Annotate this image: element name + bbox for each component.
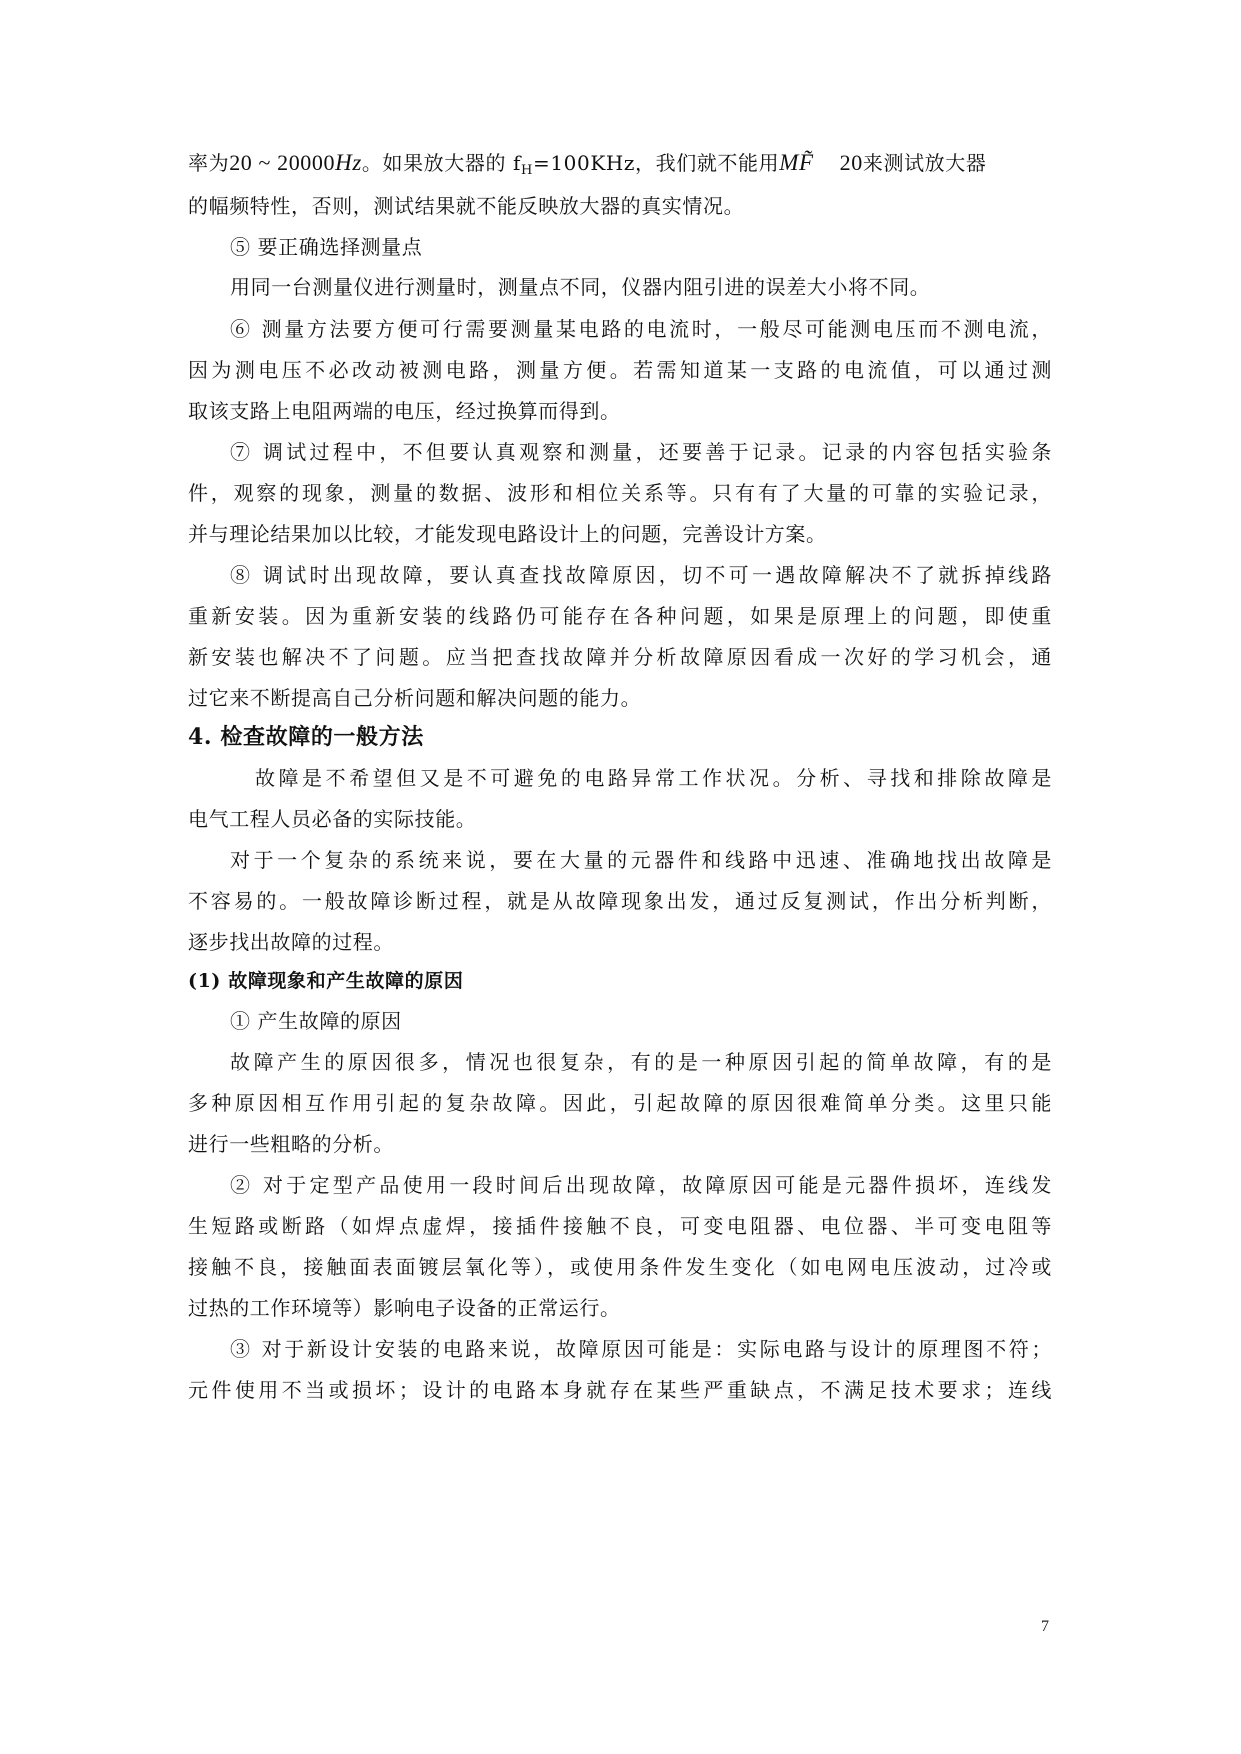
paragraph-line: 新安装也解决不了问题。应当把查找故障并分析故障原因看成一次好的学习机会，通	[188, 645, 1052, 669]
paragraph-line: 逐步找出故障的过程。	[188, 930, 394, 954]
math-number: 20000	[277, 150, 336, 175]
text-run: =100KHz，我们就不能用	[532, 151, 780, 175]
math-number: 20	[229, 150, 253, 175]
math-unit: Hz	[335, 150, 362, 175]
text-run: 率为	[188, 151, 230, 175]
paragraph-line: 电气工程人员必备的实际技能。	[188, 807, 477, 831]
paragraph-line: 的幅频特性，否则，测试结果就不能反映放大器的真实情况。	[188, 194, 745, 218]
paragraph-line	[188, 148, 1052, 178]
subscript: H	[521, 163, 533, 178]
list-item-heading: ⑥ 测量方法要方便可行需要测量某电路的电流时，一般尽可能测电压而不测电流，	[230, 317, 1052, 341]
paragraph-line: 接触不良，接触面表面镀层氧化等），或使用条件发生变化（如电网电压波动，过冷或	[188, 1255, 1052, 1279]
list-item-heading: ⑦ 调试过程中，不但要认真观察和测量，还要善于记录。记录的内容包括实验条	[230, 440, 1052, 464]
list-item-heading: ③ 对于新设计安装的电路来说，故障原因可能是：实际电路与设计的原理图不符；	[230, 1337, 1052, 1361]
text-run: 。如果放大器的 f	[361, 151, 522, 175]
text-run: 来测试放大器	[862, 151, 987, 175]
section-heading: 4. 检查故障的一般方法	[188, 724, 424, 750]
list-item-heading: ② 对于定型产品使用一段时间后出现故障，故障原因可能是元器件损坏，连线发	[230, 1173, 1052, 1197]
subsection-heading: (1) 故障现象和产生故障的原因	[188, 970, 464, 992]
paragraph-line: 生短路或断路（如焊点虚焊，接插件接触不良，可变电阻器、电位器、半可变电阻等	[188, 1214, 1052, 1238]
paragraph-line: 并与理论结果加以比较，才能发现电路设计上的问题，完善设计方案。	[188, 522, 827, 546]
list-item-heading: ⑧ 调试时出现故障，要认真查找故障原因，切不可一遇故障解决不了就拆掉线路	[230, 563, 1052, 587]
paragraph-line: 故障产生的原因很多，情况也很复杂，有的是一种原因引起的简单故障，有的是	[230, 1050, 1052, 1074]
page-number: 7	[1041, 1618, 1049, 1635]
paragraph-line: 因为测电压不必改动被测电路，测量方便。若需知道某一支路的电流值，可以通过测	[188, 358, 1052, 382]
list-item-heading: ① 产生故障的原因	[230, 1009, 402, 1033]
paragraph-line: 多种原因相互作用引起的复杂故障。因此，引起故障的原因很难简单分类。这里只能	[188, 1091, 1052, 1115]
paragraph-line: 元件使用不当或损坏；设计的电路本身就存在某些严重缺点，不满足技术要求；连线	[188, 1378, 1052, 1402]
paragraph-line: 过它来不断提高自己分析问题和解决问题的能力。	[188, 686, 642, 710]
paragraph-line: 用同一台测量仪进行测量时，测量点不同，仪器内阻引进的误差大小将不同。	[230, 275, 931, 299]
math-tilde: ~	[252, 150, 278, 175]
list-item-heading: ⑤ 要正确选择测量点	[230, 235, 423, 259]
paragraph-line: 过热的工作环境等）影响电子设备的正常运行。	[188, 1296, 621, 1320]
paragraph-line: 进行一些粗略的分析。	[188, 1132, 394, 1156]
math-number: 20	[839, 150, 863, 175]
paragraph-line: 件，观察的现象，测量的数据、波形和相位关系等。只有有了大量的可靠的实验记录，	[188, 481, 1052, 505]
paragraph-line: 不容易的。一般故障诊断过程，就是从故障现象出发，通过反复测试，作出分析判断，	[188, 889, 1052, 913]
paragraph-line: 取该支路上电阻两端的电压，经过换算而得到。	[188, 399, 621, 423]
math-model: MF̃	[779, 150, 814, 175]
paragraph-line: 故障是不希望但又是不可避免的电路异常工作状况。分析、寻找和排除故障是	[255, 766, 1052, 790]
paragraph-line: 重新安装。因为重新安装的线路仍可能存在各种问题，如果是原理上的问题，即使重	[188, 604, 1052, 628]
paragraph-line: 对于一个复杂的系统来说，要在大量的元器件和线路中迅速、准确地找出故障是	[230, 848, 1052, 872]
